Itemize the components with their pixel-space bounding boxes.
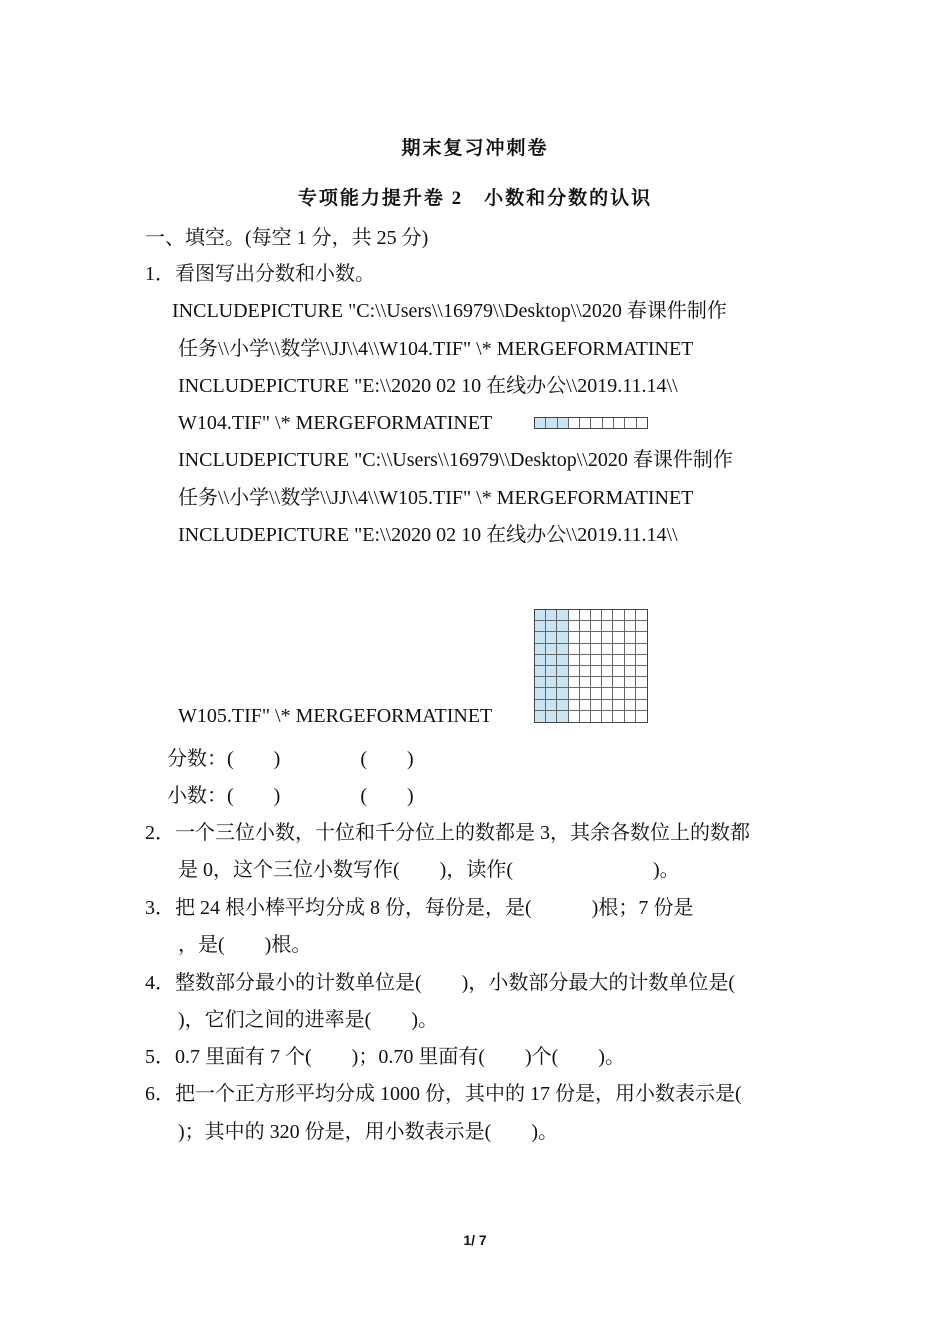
grid-cell [591,677,602,688]
grid-cell-shaded [546,644,557,655]
grid-cell [636,711,647,722]
grid-cell [591,644,602,655]
grid-cell [636,700,647,711]
grid-cell [569,632,580,643]
grid-cell [613,711,624,722]
grid-cell [591,621,602,632]
grid-cell [591,711,602,722]
grid-cell [602,621,613,632]
question-2-line-2: 是 0，这个三位小数写作( )，读作( )。 [178,859,680,881]
grid-cell-shaded [557,711,568,722]
grid-cell-shaded [557,621,568,632]
grid-cell [580,677,591,688]
grid-cell [613,644,624,655]
grid-cell [613,677,624,688]
grid-cell [580,688,591,699]
grid-cell [602,700,613,711]
grid-cell [636,644,647,655]
strip-cell [603,418,614,428]
grid-cell-shaded [557,610,568,621]
grid-cell [613,700,624,711]
strip-cell [625,418,636,428]
grid-cell [636,610,647,621]
decimal-answer-row: 小数：( ) ( ) [167,785,414,807]
grid-cell-shaded [535,632,546,643]
grid-cell-shaded [535,610,546,621]
grid-cell [602,610,613,621]
grid-cell-shaded [546,677,557,688]
grid-cell [580,666,591,677]
field-code-line: INCLUDEPICTURE "E:\\2020 02 10 在线办公\\2019.11.14\\ [178,375,678,397]
strip-cell-shaded [558,418,569,428]
grid-cell-shaded [546,610,557,621]
grid-cell-shaded [546,700,557,711]
page-title: 期末复习冲刺卷 [401,138,549,159]
grid-cell [569,700,580,711]
field-code-line: 任务\\小学\\数学\\JJ\\4\\W104.TIF" \* MERGEFORMATINET [178,338,694,360]
question-3-line-2: ，是( )根。 [178,934,312,956]
grid-cell [591,666,602,677]
grid-cell [591,700,602,711]
grid-cell [569,621,580,632]
strip-cell [591,418,602,428]
grid-cell [591,610,602,621]
grid-cell [636,621,647,632]
grid-cell [569,666,580,677]
grid-cell [636,632,647,643]
grid-cell [580,621,591,632]
grid-cell [591,632,602,643]
strip-cell-shaded [535,418,546,428]
grid-cell [636,677,647,688]
strip-cell [580,418,591,428]
grid-cell [569,688,580,699]
field-code-line: 任务\\小学\\数学\\JJ\\4\\W105.TIF" \* MERGEFORMATINET [178,487,694,509]
grid-cell [602,644,613,655]
fraction-answer-row: 分数：( ) ( ) [167,748,414,770]
grid-cell-shaded [546,666,557,677]
grid-cell [625,610,636,621]
question-6-line-1: 6．把一个正方形平均分成 1000 份，其中的 17 份是，用小数表示是( [145,1083,742,1105]
grid-cell [580,711,591,722]
grid-cell [580,700,591,711]
grid-cell [625,632,636,643]
fraction-strip-figure [534,417,648,429]
grid-cell [613,632,624,643]
question-6-line-2: )；其中的 320 份是，用小数表示是( )。 [178,1121,558,1143]
grid-cell-shaded [546,711,557,722]
grid-cell [569,644,580,655]
section-heading: 一、填空。(每空 1 分，共 25 分) [145,227,429,249]
grid-cell-shaded [557,632,568,643]
field-code-line: W104.TIF" \* MERGEFORMATINET [178,412,493,434]
grid-cell-shaded [535,655,546,666]
grid-cell [580,632,591,643]
grid-cell [569,711,580,722]
grid-cell [602,666,613,677]
grid-cell [602,655,613,666]
grid-cell [591,688,602,699]
page-subtitle: 专项能力提升卷 2 小数和分数的认识 [297,188,653,209]
grid-cell-shaded [535,677,546,688]
strip-cell [637,418,647,428]
grid-cell-shaded [535,700,546,711]
question-5: 5．0.7 里面有 7 个( )；0.70 里面有( )个( )。 [145,1046,625,1068]
page-number: 1/ 7 [463,1232,487,1248]
grid-cell [625,688,636,699]
grid-cell-shaded [546,688,557,699]
grid-cell [625,655,636,666]
grid-cell [625,644,636,655]
grid-cell-shaded [557,688,568,699]
grid-cell-shaded [535,644,546,655]
grid-cell [580,655,591,666]
grid-cell [602,688,613,699]
grid-cell [625,711,636,722]
grid-cell-shaded [546,632,557,643]
field-code-line: INCLUDEPICTURE "C:\\Users\\16979\\Desktop\\2020 春课件制作 [178,449,733,471]
grid-cell-shaded [557,666,568,677]
grid-cell [636,688,647,699]
grid-cell [580,610,591,621]
grid-cell [636,655,647,666]
grid-cell [625,666,636,677]
grid-cell [625,677,636,688]
question-1-stem: 1．看图写出分数和小数。 [145,263,375,285]
grid-cell-shaded [535,688,546,699]
grid-cell-shaded [535,621,546,632]
field-code-line: W105.TIF" \* MERGEFORMATINET [178,705,493,727]
grid-cell [613,655,624,666]
grid-cell-shaded [557,655,568,666]
grid-cell [569,610,580,621]
question-2-line-1: 2．一个三位小数，十位和千分位上的数都是 3，其余各数位上的数都 [145,822,750,844]
strip-cell [569,418,580,428]
strip-cell [614,418,625,428]
hundred-grid-figure [534,609,648,723]
grid-cell [602,632,613,643]
grid-cell [580,644,591,655]
grid-cell [602,677,613,688]
grid-cell [569,677,580,688]
grid-cell-shaded [557,677,568,688]
grid-cell-shaded [546,655,557,666]
grid-cell [613,666,624,677]
grid-cell-shaded [557,700,568,711]
grid-cell-shaded [535,666,546,677]
grid-cell [569,655,580,666]
question-3-line-1: 3．把 24 根小棒平均分成 8 份，每份是，是( )根；7 份是 [145,897,694,919]
field-code-line: INCLUDEPICTURE "C:\\Users\\16979\\Desktop\\2020 春课件制作 [172,300,727,322]
question-4-line-2: )，它们之间的进率是( )。 [178,1009,438,1031]
grid-cell [591,655,602,666]
grid-cell [625,621,636,632]
grid-cell-shaded [535,711,546,722]
grid-cell [613,610,624,621]
grid-cell [602,711,613,722]
grid-cell [636,666,647,677]
grid-cell [625,700,636,711]
question-4-line-1: 4．整数部分最小的计数单位是( )，小数部分最大的计数单位是( [145,972,735,994]
grid-cell [613,621,624,632]
grid-cell-shaded [557,644,568,655]
field-code-line: INCLUDEPICTURE "E:\\2020 02 10 在线办公\\2019.11.14\\ [178,524,678,546]
grid-cell [613,688,624,699]
strip-cell-shaded [546,418,557,428]
grid-cell-shaded [546,621,557,632]
